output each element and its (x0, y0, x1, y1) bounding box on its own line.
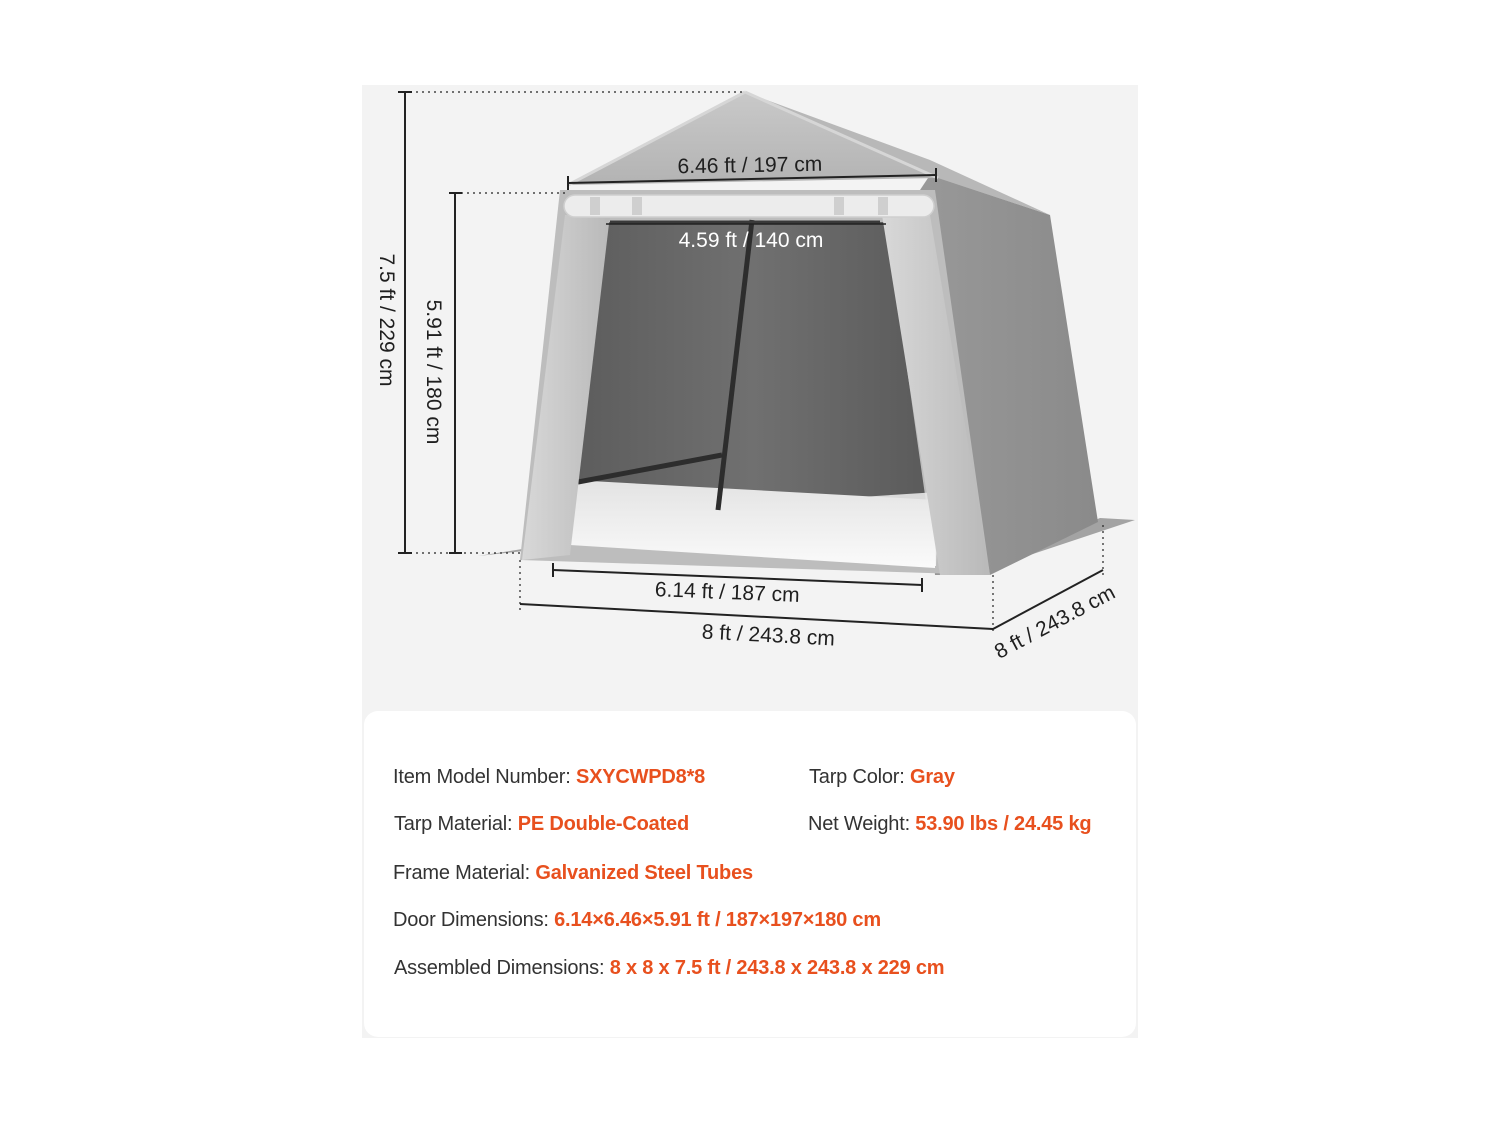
spec-door-value: 6.14×6.46×5.91 ft / 187×197×180 cm (554, 909, 881, 931)
spec-door-label: Door Dimensions: (393, 909, 555, 931)
depth-label: 8 ft / 243.8 cm (990, 580, 1120, 664)
door-top-width-label: 4.59 ft / 140 cm (678, 229, 824, 252)
spec-color-value: Gray (909, 766, 955, 788)
interior (570, 220, 938, 568)
spec-model-label: Item Model Number: (393, 766, 576, 788)
spec-assembled (394, 957, 944, 980)
spec-frame-label: Frame Material: (393, 862, 536, 884)
spec-tarp-label: Tarp Material: (394, 813, 518, 835)
spec-tarp-value: PE Double-Coated (517, 813, 689, 835)
front-width-label: 8 ft / 243.8 cm (701, 620, 836, 651)
spec-model (393, 766, 705, 789)
door-bottom-width-label: 6.14 ft / 187 cm (654, 578, 801, 607)
spec-door (393, 909, 881, 932)
spec-assembled-label: Assembled Dimensions: (394, 957, 610, 979)
spec-frame (393, 862, 753, 885)
spec-tarp (394, 813, 689, 836)
total-height-label: 7.5 ft / 229 cm (375, 253, 398, 387)
spec-color (809, 766, 955, 789)
rolled-door (564, 195, 934, 217)
spec-weight-label: Net Weight: (808, 813, 916, 835)
spec-weight (808, 813, 1091, 836)
spec-frame-value: Galvanized Steel Tubes (535, 862, 753, 884)
door-height-label: 5.91 ft / 180 cm (422, 299, 445, 445)
spec-color-label: Tarp Color: (809, 766, 910, 788)
spec-weight-value: 53.90 lbs / 24.45 kg (915, 813, 1092, 835)
spec-assembled-value: 8 x 8 x 7.5 ft / 243.8 x 243.8 x 229 cm (609, 957, 945, 979)
spec-model-value: SXYCWPD8*8 (575, 766, 706, 788)
roof-width-label: 6.46 ft / 197 cm (677, 152, 823, 179)
